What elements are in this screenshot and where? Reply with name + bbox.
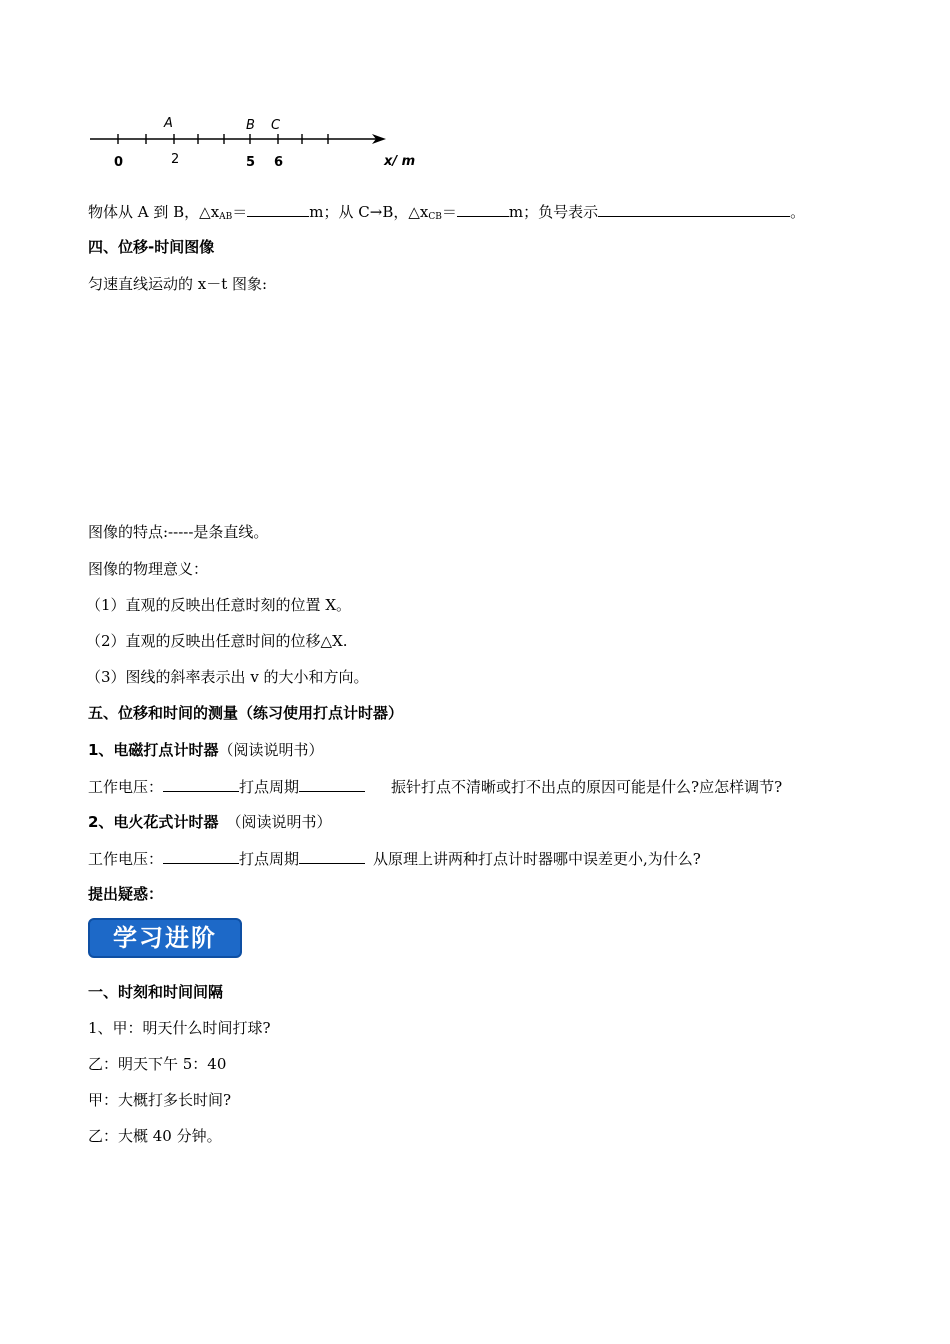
- period-blank-2[interactable]: [299, 848, 365, 864]
- timer-1-heading: 1、电磁打点计时器（阅读说明书）: [88, 741, 324, 759]
- voltage-blank-2[interactable]: [163, 848, 239, 864]
- point-label-b: B: [246, 118, 255, 133]
- point-label-a: A: [164, 116, 173, 131]
- number-line-figure: [80, 105, 440, 175]
- section-1-title: 一、时刻和时间间隔: [88, 983, 224, 1001]
- meaning-item-2: （2）直观的反映出任意时间的位移△X.: [86, 632, 348, 650]
- timer-2-heading: 2、电火花式计时器 （阅读说明书）: [88, 813, 332, 831]
- section-4-title: 四、位移-时间图像: [88, 238, 215, 256]
- dialog-line-1: 1、甲：明天什么时间打球?: [88, 1019, 271, 1037]
- xt-graph-intro: 匀速直线运动的 x－t 图象:: [88, 275, 268, 293]
- displacement-question: 物体从 A 到 B，$\triangle x_{AB}= m$；从 C→B，$\triangle x_{CB}= m$；负号表示 。: [88, 203, 806, 222]
- timer-1-fields: 工作电压： 打点周期 振针打点不清晰或打不出点的原因可能是什么?应怎样调节?: [88, 778, 783, 796]
- tick-label-6: 6: [274, 155, 284, 170]
- meaning-item-1: （1）直观的反映出任意时刻的位置 X。: [86, 596, 351, 614]
- tick-label-0: 0: [114, 155, 124, 170]
- answer-blank-ab[interactable]: [247, 201, 309, 217]
- timer-2-fields: 工作电压： 打点周期 从原理上讲两种打点计时器哪中误差更小,为什么?: [88, 850, 701, 868]
- voltage-blank-1[interactable]: [163, 776, 239, 792]
- tick-label-5: 5: [246, 155, 256, 170]
- study-advance-badge: 学习进阶: [88, 918, 242, 958]
- tick-label-2: 2: [171, 152, 180, 167]
- period-blank-1[interactable]: [299, 776, 365, 792]
- axis-unit: x/ m: [384, 154, 416, 169]
- dialog-line-3: 甲：大概打多长时间?: [88, 1091, 232, 1109]
- dialog-line-4: 乙：大概 40 分钟。: [88, 1127, 222, 1145]
- meaning-item-3: （3）图线的斜率表示出 v 的大小和方向。: [86, 668, 369, 686]
- raise-doubts: 提出疑惑：: [88, 885, 164, 903]
- answer-blank-sign[interactable]: [598, 201, 790, 217]
- section-5-title: 五、位移和时间的测量（练习使用打点计时器）: [88, 704, 404, 722]
- dialog-line-2: 乙：明天下午 5：40: [88, 1055, 227, 1073]
- point-label-c: C: [271, 118, 281, 133]
- answer-blank-cb[interactable]: [457, 201, 509, 217]
- graph-features: 图像的特点:-----是条直线。: [88, 523, 269, 541]
- physical-meaning-title: 图像的物理意义：: [88, 560, 209, 578]
